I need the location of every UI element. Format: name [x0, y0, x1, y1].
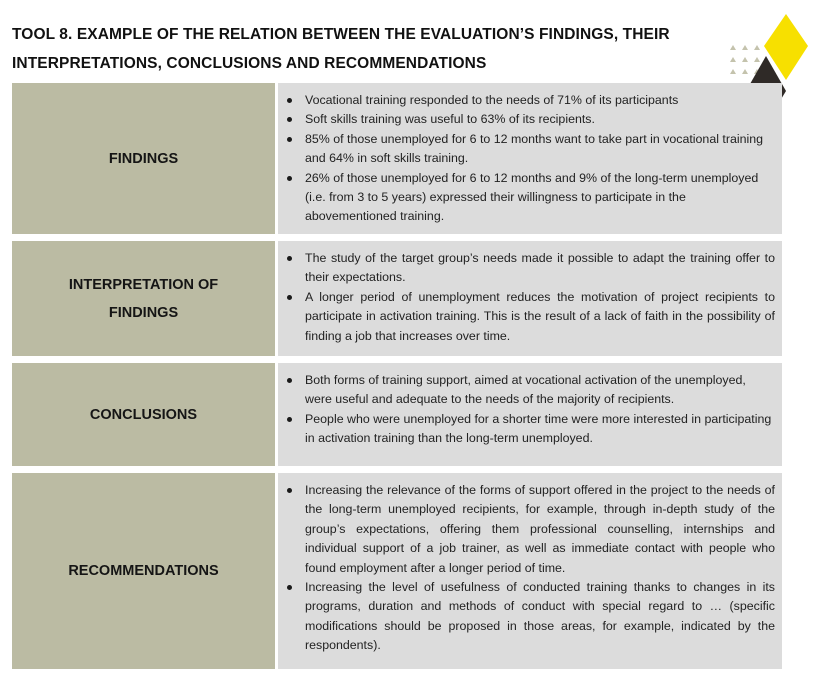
row-label-recommendations	[12, 473, 275, 669]
row-content-interpretation	[278, 241, 782, 356]
label-line-2: FINDINGS	[108, 304, 179, 321]
row-label-interpretation	[12, 241, 275, 356]
row-label-text: FINDINGS	[108, 150, 179, 167]
list-item: Vocational training responded to the needs of 71% of its participants	[286, 91, 775, 110]
bullet-list	[286, 371, 775, 449]
list-item: Increasing the relevance of the forms of support offered in the project to the needs of the long-term unemployed recipients, for example, through in-depth study of the group’s expectations, offering them professional counselling, internships and individual support of a job trainer, as well as immediate contact with people who found employment after a longer period of time.	[286, 481, 775, 578]
list-item: Soft skills training was useful to 63% of its recipients.	[286, 110, 775, 129]
bullet-list	[286, 91, 775, 227]
triangle-pattern	[730, 45, 760, 74]
list-item: People who were unemployed for a shorter time were more interested in participating in activation training than the long-term unemployed.	[286, 410, 775, 449]
row-content-recommendations	[278, 473, 782, 669]
table-row-interpretation	[12, 241, 782, 356]
table-row-conclusions	[12, 363, 782, 466]
bullet-list	[286, 249, 775, 346]
row-content-conclusions	[278, 363, 782, 466]
row-label-findings	[12, 83, 275, 234]
findings-table	[12, 83, 782, 676]
list-item: Both forms of training support, aimed at vocational activation of the unemployed, were useful and adequate to the needs of the majority of recipients.	[286, 371, 775, 410]
row-label-conclusions	[12, 363, 275, 466]
row-label-text: CONCLUSIONS	[89, 406, 198, 423]
list-item: A longer period of unemployment reduces the motivation of project recipients to participate in activation training. This is the result of a lack of faith in the possibility of finding a job that increases over time.	[286, 288, 775, 346]
list-item: Increasing the level of usefulness of conducted training thanks to changes in its programs, duration and methods of conduct with special regard to … (specific modifications should be proposed in those areas, for example, indicated by the respondents).	[286, 578, 775, 656]
document-title	[12, 20, 712, 78]
title-line-1: TOOL 8. EXAMPLE OF THE RELATION BETWEEN THE EVALUATION’S FINDINGS, THEIR	[12, 26, 670, 43]
list-item: The study of the target group’s needs made it possible to adapt the training offer to their expectations.	[286, 249, 775, 288]
title-line-2: INTERPRETATIONS, CONCLUSIONS AND RECOMMENDATIONS	[12, 55, 487, 72]
list-item: 85% of those unemployed for 6 to 12 months want to take part in vocational training and 64% in soft skills training.	[286, 130, 775, 169]
table-row-recommendations	[12, 473, 782, 669]
row-content-findings	[278, 83, 782, 234]
bullet-list	[286, 481, 775, 656]
row-label-text	[69, 271, 218, 327]
table-row-findings	[12, 83, 782, 234]
row-label-text: RECOMMENDATIONS	[68, 563, 219, 579]
label-line-1: INTERPRETATION OF	[68, 276, 219, 293]
list-item: 26% of those unemployed for 6 to 12 months and 9% of the long-term unemployed (i.e. from 3 to 5 years) expressed their willingness to participate in the abovementioned training.	[286, 169, 775, 227]
